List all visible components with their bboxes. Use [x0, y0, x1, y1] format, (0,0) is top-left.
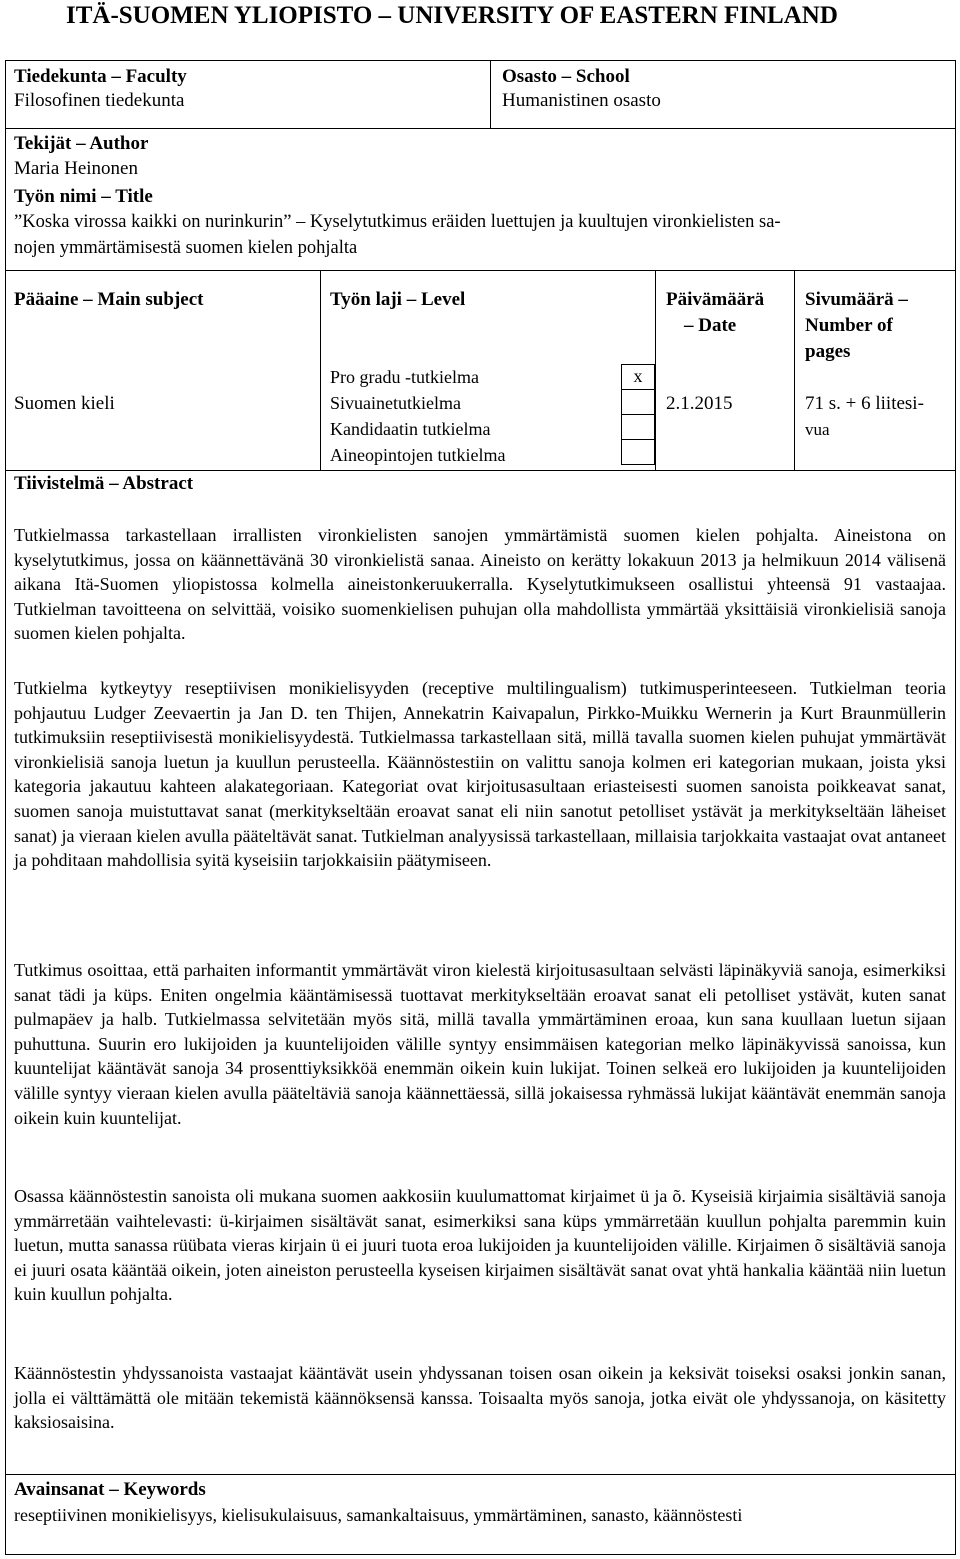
- faculty-row-bottom: [5, 128, 956, 129]
- title-row-bottom: [5, 270, 956, 271]
- thesis-title-line-1: ”Koska virossa kaikki on nurinkurin” – Kyselytutkimus eräiden luettujen ja kuultujen vironkielisten sa-: [14, 212, 781, 232]
- date-pages-divider: [794, 270, 795, 470]
- level-label: Työn laji – Level: [330, 289, 466, 310]
- keywords-label: Avainsanat – Keywords: [14, 1479, 206, 1500]
- level-option-aineopintojen: Aineopintojen tutkielma: [330, 445, 506, 465]
- author-label: Tekijät – Author: [14, 133, 149, 154]
- abstract-row-bottom: [5, 1474, 956, 1475]
- abstract-paragraph-5: Käännöstestin yhdyssanoista vastaajat kääntävät usein yhdyssanan toisen osan oikein ja keksivät toiseksi osaksi jonkin sanan, jolla ei välttämättä ole mitään tekemistä käännöksensä kanssa. Toisaalta myös sanoja, jotka eivät ole yhdyssanoja, on käsitetty kaksiosaisina.: [14, 1363, 946, 1433]
- pages-label-line-1: Sivumäärä –: [805, 289, 908, 310]
- university-title: ITÄ-SUOMEN YLIOPISTO – UNIVERSITY OF EASTERN FINLAND: [66, 2, 838, 29]
- thesis-title-label: Työn nimi – Title: [14, 186, 153, 207]
- level-checkbox-pro-gradu[interactable]: x: [621, 364, 655, 390]
- main-subject-label: Pääaine – Main subject: [14, 289, 204, 310]
- date-label-line-1: Päivämäärä: [666, 289, 765, 310]
- abstract-paragraph-1: Tutkielmassa tarkastellaan irrallisten vironkielisten sanojen ymmärtämistä suomen kielen pohjalta. Aineistona on kyselytutkimus, jossa on käännettävänä 30 vironkielistä sanaa. Aineisto on kerätty lokakuun 2013 ja helmikuun 2014 välisenä aikana Itä-Suomen yliopistossa kolmella aineistonkeruukerralla. Kyselytutkimukseen osallistui yhteensä 91 vastaajaa. Tutkielman tavoitteena on selvittää, voisiko suomenkielisen puhujan olla mahdollista ymmärtää yksittäisiä vironkielisiä sanoja suomen kielen pohjalta.: [14, 525, 946, 644]
- abstract-paragraph-3: Tutkimus osoittaa, että parhaiten informantit ymmärtävät viron kielestä kirjoitusasultaan selvästi läpinäkyviä sanoja, esimerkiksi sanat tädi ja küps. Eniten ongelmia kääntämisessä tuottavat merkitykseltään eroavat sanat eli petolliset ystävät, kuten sanat pulmapäev ja halb. Tutkielmassa selvitetään myös sitä, millä tavalla ymmärtäminen eroaa, kun sana kuullaan luetun sijaan puhuttuna. Suurin ero lukijoiden ja kuuntelijoiden välille syntyy ensimmäisen kategorian melko läpinäkyvissä sanoissa, kun kuuntelijat kääntävät sanoja 34 prosenttiyksikköä enemmän oikein kuin lukijat. Toinen selkeä ero lukijoiden ja kuuntelijoiden välille syntyy vieraan kielen avulla pääteltäviä sanoja käännettäessä, sillä jokaisessa ryhmässä lukijat kääntävät enemmän sanoja oikein kuin kuuntelijat.: [14, 960, 946, 1128]
- abstract-paragraph-4: Osassa käännöstestin sanoista oli mukana suomen aakkosiin kuulumattomat kirjaimet ü ja õ. Kyseisiä kirjaimia sisältäviä sanoja ymmärretään vaihtelevasti: ü-kirjaimen sisältävät sanat, esimerkiksi sana küps ymmärretään kuullun pohjalta paremmin kuin luetun, mutta sanassa rüübata vieras kirjain ü ei juuri tuota eroa lukijoiden ja kuuntelijoiden välille. Kirjaimen õ sisältäviä sanoja ei juuri osata kääntää oikein, joten aineiston perusteella kyseisen kirjaimen sisältävät sanat ovat yhtä hankalia kääntää niin luetun kuin kuullun pohjalta.: [14, 1186, 946, 1305]
- thesis-title-line-2: nojen ymmärtämisestä suomen kielen pohjalta: [14, 238, 358, 258]
- level-option-sivuaine: Sivuainetutkielma: [330, 393, 461, 413]
- level-option-pro-gradu: Pro gradu -tutkielma: [330, 367, 479, 387]
- details-row-bottom: [5, 470, 956, 471]
- abstract-paragraph-2: Tutkielma kytkeytyy reseptiivisen monikielisyyden (receptive multilingualism) tutkimusperinteeseen. Tutkielman teoria pohjautuu Ludger Zeevaertin ja Jan D. ten Thijen, Annekatrin Kaivapalun, Pirkko-Muikku Wernerin ja Kurt Braunmüllerin tutkimuksiin reseptiivisestä monikielisyydestä. Tutkielmassa tarkastellaan sitä, millä tavalla suomen kielen puhujat ymmärtävät vironkielisiä sanoja luetun ja kuullun perusteella. Käännöstestiin on valittu sanoja kolmen eri kategorian mukaan, joista yksi kategoria jakautuu kahteen alakategoriaan. Kategoriat ovat kirjoitusasultaan eriasteisesti suomen sanoista poikkeavat sanat, suomen sanoja muistuttavat sanat (merkitykseltään eroavat sanat eli niin sanotut petolliset ystävät ja merkitykseltään läheiset sanat) ja vieraan kielen avulla pääteltävät sanat. Tutkielman analyysissä tarkastellaan, millaisia tarjokkaita vastaajat ovat antaneet ja pohditaan mahdollisia syitä kyseisiin tarjokkaisiin päätymiseen.: [14, 678, 946, 871]
- pages-value-line-1: 71 s. + 6 liitesi-: [805, 393, 924, 414]
- level-date-divider: [655, 270, 656, 470]
- level-checkbox-sivuaine[interactable]: [621, 389, 655, 415]
- keywords-value: reseptiivinen monikielisyys, kielisukulaisuus, samankaltaisuus, ymmärtäminen, sanasto, käännöstesti: [14, 1505, 743, 1525]
- school-label: Osasto – School: [502, 66, 630, 87]
- main-subject-value: Suomen kieli: [14, 393, 115, 414]
- pages-value-line-2: vua: [805, 420, 830, 439]
- faculty-school-divider: [490, 60, 491, 128]
- school-value: Humanistinen osasto: [502, 90, 661, 111]
- faculty-label: Tiedekunta – Faculty: [14, 66, 187, 87]
- date-value: 2.1.2015: [666, 393, 733, 414]
- level-checkbox-kandidaatin[interactable]: [621, 414, 655, 440]
- date-label-line-2: – Date: [684, 315, 737, 336]
- abstract-label: Tiivistelmä – Abstract: [14, 473, 194, 494]
- subject-level-divider: [320, 270, 321, 470]
- level-option-kandidaatin: Kandidaatin tutkielma: [330, 419, 491, 439]
- pages-label-line-2: Number of: [805, 315, 893, 336]
- author-value: Maria Heinonen: [14, 158, 138, 179]
- faculty-value: Filosofinen tiedekunta: [14, 90, 185, 111]
- level-checkbox-aineopintojen[interactable]: [621, 439, 655, 465]
- pages-label-line-3: pages: [805, 341, 851, 362]
